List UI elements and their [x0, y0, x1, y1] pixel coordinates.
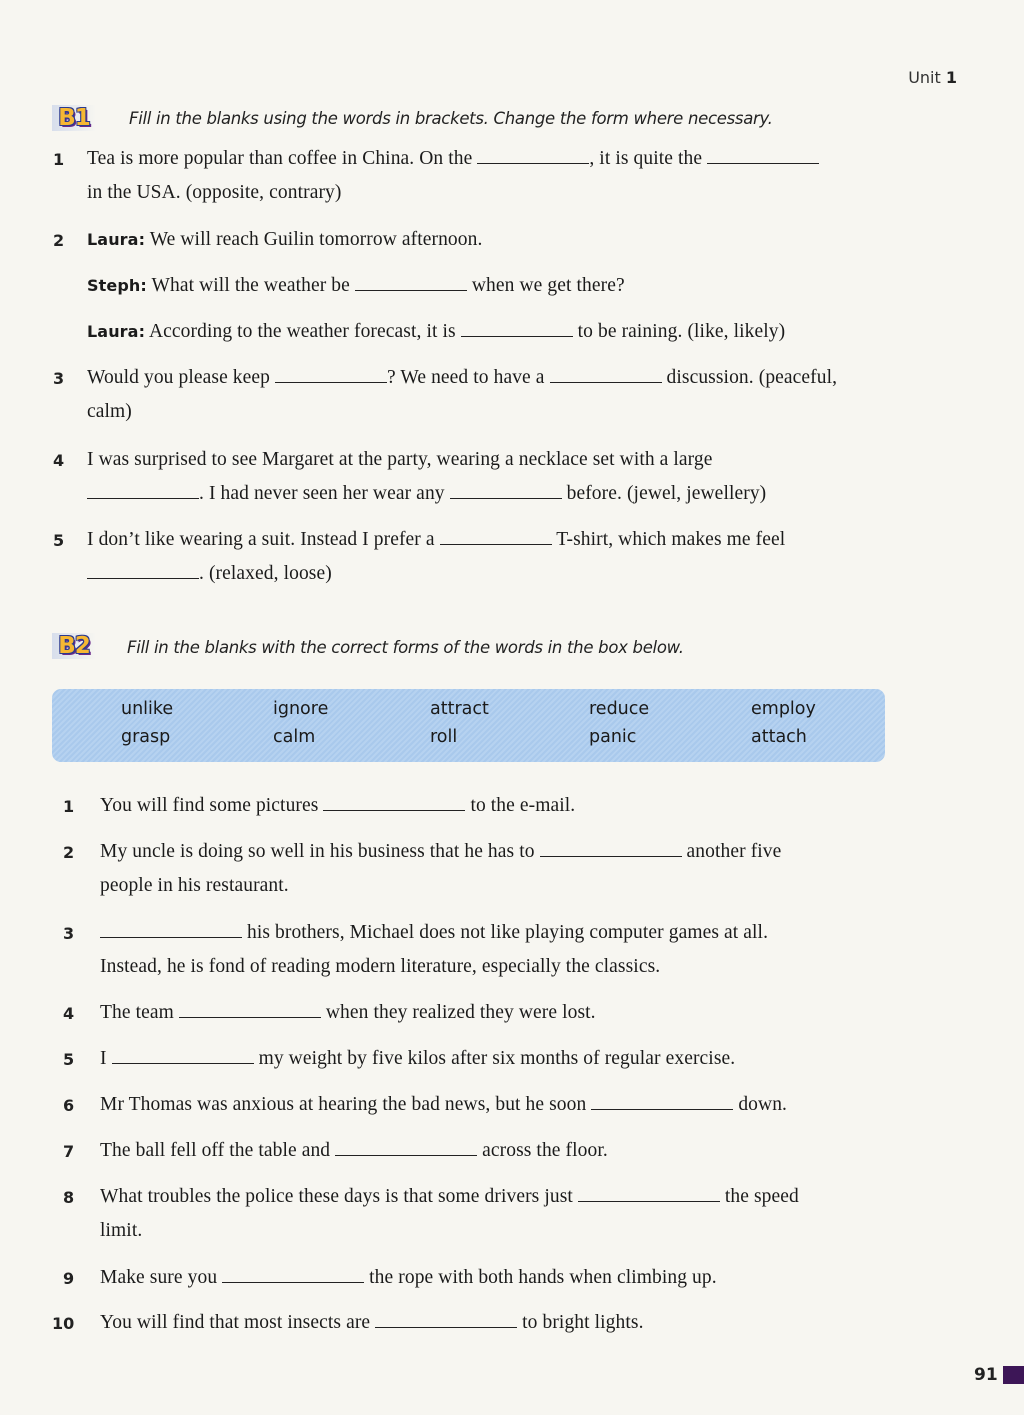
- answer-blank[interactable]: [335, 1141, 477, 1156]
- b2-item-number: 8: [63, 1188, 75, 1207]
- b2-item-number: 9: [63, 1269, 75, 1288]
- word-box-item: ignore: [273, 699, 329, 719]
- b1-item-3-line-1: [87, 367, 837, 389]
- b2-item-4: [100, 1002, 596, 1024]
- text: I: [100, 1048, 107, 1069]
- answer-blank[interactable]: [461, 322, 573, 337]
- b2-item-6: [100, 1094, 787, 1116]
- answer-blank[interactable]: [375, 1313, 517, 1328]
- unit-number: 1: [945, 68, 957, 87]
- answer-blank[interactable]: [440, 530, 552, 545]
- b2-item-3-line-1: [100, 922, 768, 944]
- text: The team: [100, 1002, 174, 1023]
- b1-item-2-line-3: [87, 321, 785, 343]
- text: when we get there?: [471, 275, 625, 296]
- text: . I had never seen her wear any: [199, 483, 445, 504]
- b2-item-5: [100, 1048, 735, 1070]
- answer-blank[interactable]: [578, 1187, 720, 1202]
- answer-blank[interactable]: [540, 842, 682, 857]
- answer-blank[interactable]: [87, 564, 199, 579]
- b2-item-10: [100, 1312, 644, 1334]
- speaker-name: Steph:: [87, 276, 147, 295]
- b1-item-4-line-1: I was surprised to see Margaret at the party, wearing a necklace set with a large: [87, 449, 713, 470]
- answer-blank[interactable]: [100, 923, 242, 938]
- b2-item-8-line-1: [100, 1186, 799, 1208]
- b2-item-2-line-1: [100, 841, 781, 863]
- b2-item-number: 3: [63, 924, 75, 943]
- text: Would you please keep: [87, 367, 271, 388]
- text: the rope with both hands when climbing up.: [369, 1267, 717, 1288]
- b2-item-number: 4: [63, 1004, 75, 1023]
- b1-item-3-line-2: calm): [87, 401, 132, 422]
- b2-instruction: Fill in the blanks with the correct forms of the words in the box below.: [127, 638, 684, 657]
- text: discussion. (peaceful,: [666, 367, 838, 388]
- b1-item-number: 5: [53, 531, 65, 550]
- text: Tea is more popular than coffee in China. On the: [87, 148, 473, 169]
- word-box-item: employ: [751, 699, 816, 719]
- text: another five: [686, 841, 782, 862]
- b2-item-number: 5: [63, 1050, 75, 1069]
- text: when they realized they were lost.: [325, 1002, 596, 1023]
- b2-item-7: [100, 1140, 608, 1162]
- text: The ball fell off the table and: [100, 1140, 331, 1161]
- answer-blank[interactable]: [707, 149, 819, 164]
- text: down.: [738, 1094, 788, 1115]
- answer-blank[interactable]: [179, 1003, 321, 1018]
- text: before. (jewel, jewellery): [566, 483, 767, 504]
- b2-item-number: 10: [52, 1314, 75, 1333]
- text: his brothers, Michael does not like playing computer games at all.: [246, 922, 769, 943]
- b1-item-1-line-1: [87, 148, 819, 170]
- word-box-item: panic: [589, 727, 637, 747]
- text: to be raining. (like, likely): [577, 321, 786, 342]
- b1-instruction: Fill in the blanks using the words in brackets. Change the form where necessary.: [129, 109, 773, 128]
- page-tab-marker: [1003, 1366, 1024, 1384]
- text: my weight by five kilos after six months of regular exercise.: [258, 1048, 736, 1069]
- text: ? We need to have a: [387, 367, 545, 388]
- b2-item-number: 2: [63, 843, 75, 862]
- answer-blank[interactable]: [550, 368, 662, 383]
- answer-blank[interactable]: [323, 796, 465, 811]
- text: across the floor.: [482, 1140, 608, 1161]
- answer-blank[interactable]: [112, 1049, 254, 1064]
- b2-item-9: [100, 1267, 717, 1289]
- answer-blank[interactable]: [275, 368, 387, 383]
- text: You will find some pictures: [100, 795, 319, 816]
- unit-label: [908, 68, 957, 87]
- b1-item-2-line-1: [87, 229, 482, 251]
- b1-item-number: 1: [53, 150, 65, 169]
- word-box: [52, 689, 885, 762]
- word-box-item: unlike: [121, 699, 174, 719]
- text: . (relaxed, loose): [199, 563, 332, 584]
- speaker-name: Laura:: [87, 230, 146, 249]
- b1-item-number: 4: [53, 451, 65, 470]
- b2-item-number: 6: [63, 1096, 75, 1115]
- word-box-item: roll: [430, 727, 458, 747]
- text: , it is quite the: [589, 148, 703, 169]
- answer-blank[interactable]: [355, 276, 467, 291]
- word-box-item: grasp: [121, 727, 171, 747]
- b2-item-1: [100, 795, 575, 817]
- b1-item-2-line-2: [87, 275, 625, 297]
- b1-item-4-line-2: [87, 483, 766, 505]
- text: Make sure you: [100, 1267, 218, 1288]
- word-box-item: reduce: [589, 699, 650, 719]
- b2-item-8-line-2: limit.: [100, 1220, 143, 1241]
- b1-item-number: 3: [53, 369, 65, 388]
- text: to bright lights.: [522, 1312, 644, 1333]
- text: to the e-mail.: [470, 795, 576, 816]
- answer-blank[interactable]: [450, 484, 562, 499]
- answer-blank[interactable]: [591, 1095, 733, 1110]
- b2-item-number: 7: [63, 1142, 75, 1161]
- text: We will reach Guilin tomorrow afternoon.: [149, 229, 483, 250]
- word-box-item: attract: [430, 699, 489, 719]
- text: T-shirt, which makes me feel: [556, 529, 786, 550]
- answer-blank[interactable]: [222, 1268, 364, 1283]
- text: According to the weather forecast, it is: [148, 321, 456, 342]
- text: My uncle is doing so well in his business that he has to: [100, 841, 535, 862]
- section-badge-b1: B1: [52, 105, 96, 131]
- b1-item-1-line-2: in the USA. (opposite, contrary): [87, 182, 342, 203]
- word-box-item: calm: [273, 727, 316, 747]
- text: the speed: [724, 1186, 799, 1207]
- text: You will find that most insects are: [100, 1312, 371, 1333]
- unit-label-text: Unit: [908, 68, 941, 87]
- answer-blank[interactable]: [477, 149, 589, 164]
- answer-blank[interactable]: [87, 484, 199, 499]
- text: What will the weather be: [151, 275, 350, 296]
- text: I don’t like wearing a suit. Instead I prefer a: [87, 529, 435, 550]
- b1-item-5-line-2: [87, 563, 332, 585]
- word-box-item: attach: [751, 727, 807, 747]
- text: What troubles the police these days is that some drivers just: [100, 1186, 573, 1207]
- b2-item-3-line-2: Instead, he is fond of reading modern literature, especially the classics.: [100, 956, 661, 977]
- speaker-name: Laura:: [87, 322, 146, 341]
- section-badge-b2: B2: [52, 633, 96, 659]
- b2-item-number: 1: [63, 797, 75, 816]
- text: Mr Thomas was anxious at hearing the bad news, but he soon: [100, 1094, 587, 1115]
- b1-item-number: 2: [53, 231, 65, 250]
- b1-item-5-line-1: [87, 529, 785, 551]
- page-number: 91: [974, 1365, 998, 1385]
- b2-item-2-line-2: people in his restaurant.: [100, 875, 289, 896]
